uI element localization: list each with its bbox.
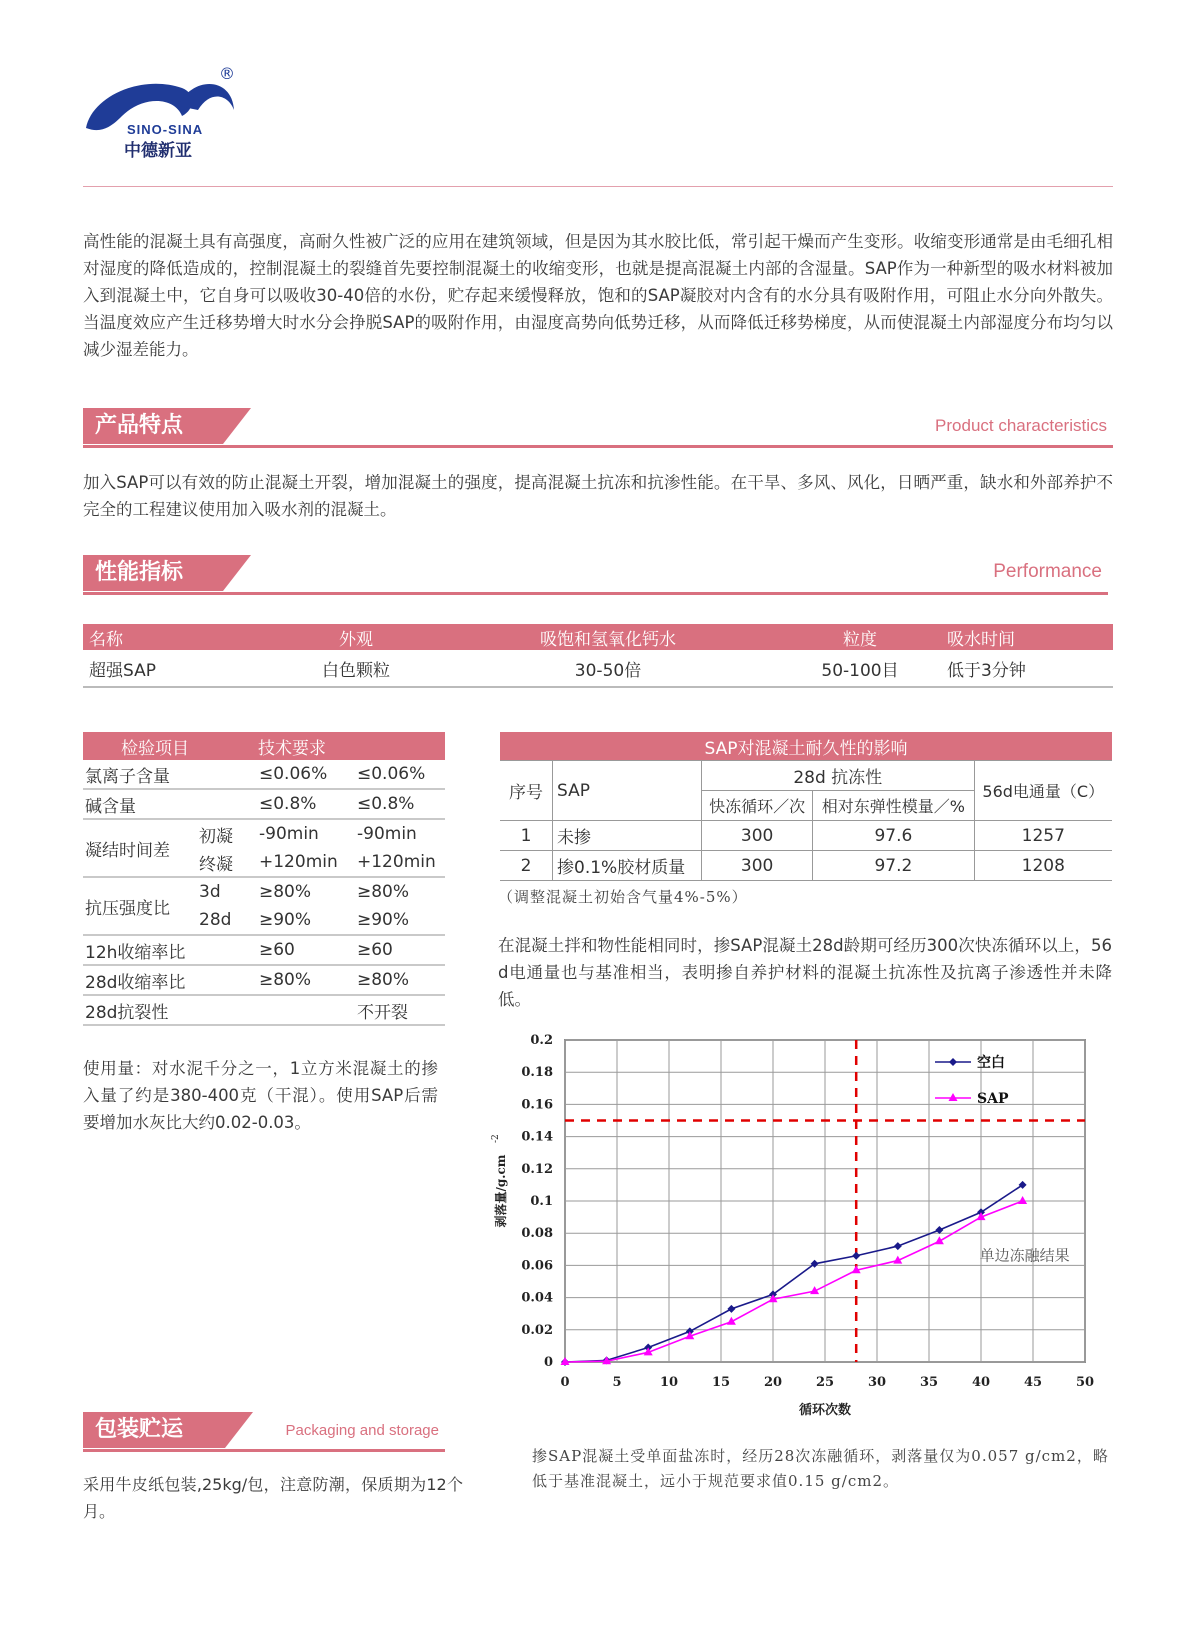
insp-cell — [197, 760, 257, 789]
y-tick-label: 0.1 — [530, 1194, 553, 1209]
y-tick-label: 0.04 — [521, 1290, 553, 1306]
y-tick-label: 0 — [543, 1355, 553, 1370]
insp-cell: ≥80% — [355, 965, 445, 995]
performance-table — [83, 624, 1113, 688]
perf-header: 名称 — [83, 624, 275, 650]
insp-cell: ≥80% — [259, 882, 312, 902]
y-tick-label: 0.08 — [521, 1226, 553, 1242]
section-features-title: 产品特点 — [83, 408, 223, 444]
perf-cell: 50-100目 — [779, 650, 941, 687]
dur-cell: 97.6 — [813, 821, 974, 851]
section-packaging — [83, 1412, 445, 1452]
table-row — [83, 650, 1113, 687]
section-packaging-title: 包装贮运 — [83, 1412, 225, 1448]
dur-cell: 300 — [702, 851, 813, 881]
section-packaging-en: Packaging and storage — [285, 1422, 439, 1439]
dur-cell: 2 — [500, 851, 553, 881]
packaging-text: 采用牛皮纸包装,25kg/包，注意防潮，保质期为12个月。 — [83, 1475, 463, 1521]
insp-cell: +120min — [355, 848, 445, 877]
insp-cell: 氯离子含量 — [83, 760, 197, 789]
insp-cell: ≤0.8% — [257, 789, 355, 819]
section-performance-en: Performance — [993, 561, 1102, 582]
legend-label: 空白 — [977, 1055, 1005, 1071]
insp-cell: ≥80% — [357, 882, 410, 902]
table-row — [83, 935, 445, 965]
table-row — [83, 965, 445, 995]
inspection-header-row — [83, 732, 445, 760]
dur-header: 56d电通量（C） — [974, 761, 1112, 821]
section-features-line — [83, 445, 1113, 448]
dur-cell: 1257 — [974, 821, 1112, 851]
dur-cell: 97.2 — [813, 851, 974, 881]
insp-cell: ≥80% — [257, 965, 355, 995]
intro-paragraph: 高性能的混凝土具有高强度，高耐久性被广泛的应用在建筑领域，但是因为其水胶比低，常引起干燥而产生变形。收缩变形通常是由毛细孔相对湿度的降低造成的，控制混凝土的裂缝首先要控制混凝土的收缩变形，也就是提高混凝土内部的含湿量。SAP作为一种新型的吸水材料被加入到混凝土中，它自身可以吸收30-40倍的水份，贮存起来缓慢释放，饱和的SAP凝胶对内含有的水分具有吸附作用，可阻止水分向外散失。当温度效应产生迁移势增大时水分会挣脱SAP的吸附作用，由湿度高势向低势迁移，从而降低迁移势梯度，从而使混凝土内部湿度分布均匀以减少湿差能力。 — [83, 232, 1113, 359]
insp-cell: ≤0.06% — [257, 760, 355, 789]
table-row — [83, 819, 445, 848]
dur-cell: 掺0.1%胶材质量 — [553, 851, 702, 881]
y-tick-label: 0.16 — [521, 1097, 553, 1113]
x-tick-label: 45 — [1023, 1375, 1043, 1390]
spalling-chart — [490, 1022, 1120, 1422]
dur-header: SAP — [553, 761, 702, 821]
x-tick-label: 20 — [763, 1375, 783, 1390]
insp-header: 技术要求 — [257, 732, 445, 760]
durability-table — [500, 732, 1112, 881]
x-tick-label: 35 — [919, 1375, 939, 1390]
chart-annotation: 单边冻融结果 — [979, 1246, 1070, 1265]
insp-cell: ≤0.06% — [355, 760, 445, 789]
insp-cell: ≤0.8% — [355, 789, 445, 819]
table-row — [83, 995, 445, 1025]
y-tick-label: 0.02 — [521, 1322, 553, 1338]
insp-cell — [197, 935, 257, 965]
perf-header: 吸饱和氢氧化钙水 — [437, 624, 779, 650]
header-rule — [83, 186, 1113, 187]
x-tick-label: 50 — [1075, 1375, 1095, 1390]
x-axis-label: 循环次数 — [798, 1403, 852, 1418]
insp-cell: ≥90% — [257, 906, 355, 935]
insp-cell: 碱含量 — [83, 789, 197, 819]
performance-header-row — [83, 624, 1113, 650]
x-tick-label: 25 — [815, 1375, 835, 1390]
perf-cell: 30-50倍 — [437, 650, 779, 687]
dur-cell: 300 — [702, 821, 813, 851]
insp-cell: 终凝 — [197, 848, 257, 877]
insp-cell: 28d收缩率比 — [83, 965, 197, 995]
section-features — [83, 408, 1113, 448]
insp-cell: ≥60 — [257, 935, 355, 965]
section-performance-title: 性能指标 — [83, 555, 223, 591]
y-axis-label: 剥落量/g.cm — [494, 1154, 508, 1228]
insp-cell: 12h收缩率比 — [83, 935, 197, 965]
x-tick-label: 5 — [612, 1375, 622, 1390]
insp-cell: -90min — [259, 824, 319, 844]
insp-cell: -90min — [357, 824, 417, 844]
dur-header: 序号 — [500, 761, 553, 821]
perf-cell: 白色颗粒 — [275, 650, 437, 687]
y-tick-label: 0.18 — [521, 1065, 553, 1081]
x-tick-label: 40 — [971, 1375, 991, 1390]
table-row — [500, 761, 1112, 791]
dur-header: 快冻循环／次 — [702, 791, 813, 821]
insp-cell: 初凝 — [199, 826, 233, 847]
table-row — [500, 851, 1112, 881]
insp-cell — [197, 789, 257, 819]
features-text: 加入SAP可以有效的防止混凝土开裂，增加混凝土的强度，提高混凝土抗冻和抗渗性能。在干旱、多风、风化，日晒严重，缺水和外部养护不完全的工程建议使用加入吸水剂的混凝土。 — [83, 473, 1113, 519]
insp-cell — [257, 995, 355, 1025]
y-axis-label-sup: -2 — [491, 1134, 501, 1143]
table-row — [500, 821, 1112, 851]
x-tick-label: 10 — [659, 1375, 679, 1390]
durability-text: 在混凝土拌和物性能相同时，掺SAP混凝土28d龄期可经历300次快冻循环以上，56 d电通量也与基准相当，表明掺自养护材料的混凝土抗冻性及抗离子渗透性并未降低。 — [498, 936, 1112, 1009]
y-tick-label: 0.12 — [521, 1161, 553, 1177]
insp-cell: ≥60 — [355, 935, 445, 965]
insp-cell: 不开裂 — [355, 995, 445, 1025]
dur-cell: 1208 — [974, 851, 1112, 881]
durability-note: （调整混凝土初始含气量4%-5%） — [498, 888, 748, 906]
insp-cell: +120min — [257, 848, 355, 877]
durability-title-row — [500, 732, 1112, 761]
insp-header: 检验项目 — [83, 732, 257, 760]
section-features-en: Product characteristics — [935, 416, 1107, 435]
logo-en: SINO-SINA — [127, 122, 204, 137]
insp-cell: 28d — [197, 906, 257, 935]
inspection-table — [83, 732, 445, 1026]
section-performance-line — [83, 592, 1108, 595]
chart-caption: 掺SAP混凝土受单面盐冻时，经历28次冻融循环，剥落量仅为0.057 g/cm2，略低于基准混凝土，远小于规范要求值0.15 g/cm2。 — [532, 1447, 1109, 1490]
insp-cell — [197, 965, 257, 995]
dur-header: 28d 抗冻性 — [702, 761, 975, 791]
x-tick-label: 15 — [711, 1375, 731, 1390]
table-row — [83, 877, 445, 906]
dur-header: 相对东弹性模量／% — [813, 791, 974, 821]
logo-zh: 中德新亚 — [124, 141, 192, 161]
perf-cell: 超强SAP — [83, 650, 275, 687]
y-tick-label: 0.06 — [521, 1258, 553, 1274]
table-row — [83, 760, 445, 789]
logo — [82, 66, 252, 162]
logo-registered: ® — [219, 64, 235, 83]
insp-cell — [197, 995, 257, 1025]
dur-cell: 未掺 — [553, 821, 702, 851]
perf-header: 外观 — [275, 624, 437, 650]
x-tick-label: 30 — [867, 1375, 887, 1390]
y-tick-label: 0.14 — [521, 1129, 553, 1145]
insp-cell: 抗压强度比 — [83, 877, 197, 935]
section-performance — [83, 555, 1108, 595]
perf-header: 粒度 — [779, 624, 941, 650]
insp-cell: 凝结时间差 — [83, 819, 197, 877]
insp-cell: 3d — [199, 882, 221, 902]
section-packaging-line — [83, 1449, 445, 1452]
y-tick-label: 0.2 — [530, 1033, 553, 1048]
insp-cell: ≥90% — [355, 906, 445, 935]
durability-title: SAP对混凝土耐久性的影响 — [500, 732, 1112, 761]
table-row — [83, 789, 445, 819]
x-tick-label: 0 — [560, 1375, 570, 1390]
perf-header: 吸水时间 — [941, 624, 1113, 650]
usage-text: 使用量：对水泥千分之一，1立方米混凝土的掺入量了约是380-400克（干混）。使用SAP后需要增加水灰比大约0.02-0.03。 — [83, 1059, 438, 1132]
perf-cell: 低于3分钟 — [941, 650, 1113, 687]
legend-label: SAP — [977, 1091, 1009, 1107]
insp-cell: 28d抗裂性 — [83, 995, 197, 1025]
dur-cell: 1 — [500, 821, 553, 851]
